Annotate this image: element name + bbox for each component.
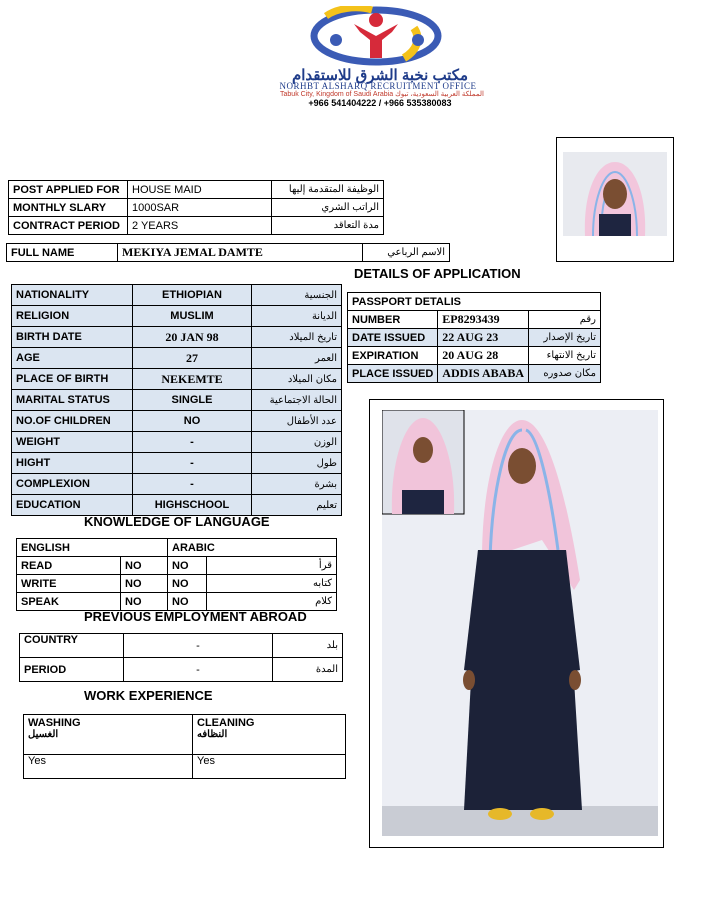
language-arabic: قرأ	[207, 557, 337, 575]
office-english-name: NORHBT ALSHARQ RECRUITMENT OFFICE	[279, 81, 477, 91]
application-summary-table	[8, 180, 384, 235]
language-skill: WRITE	[17, 575, 121, 593]
logo-icon	[296, 6, 456, 68]
table-row	[348, 365, 601, 383]
detail-value: -	[133, 432, 252, 453]
language-title: KNOWLEDGE OF LANGUAGE	[84, 514, 270, 529]
salary-label: MONTHLY SLARY	[9, 199, 128, 217]
table-row	[17, 557, 337, 575]
language-table	[16, 538, 337, 611]
washing-cell	[24, 715, 193, 755]
salary-arabic: الراتب الشري	[272, 199, 384, 217]
detail-label: COMPLEXION	[12, 474, 133, 495]
washing-arabic: الغسيل	[28, 729, 59, 740]
contract-label: CONTRACT PERIOD	[9, 217, 128, 235]
english-level: NO	[121, 575, 168, 593]
arabic-level: NO	[168, 557, 207, 575]
country-label: COUNTRY	[20, 634, 124, 658]
table-row	[17, 593, 337, 611]
table-row	[12, 348, 342, 369]
detail-label: AGE	[12, 348, 133, 369]
table-row	[17, 575, 337, 593]
detail-value: HIGHSCHOOL	[133, 495, 252, 516]
table-row	[12, 432, 342, 453]
passport-value: 22 AUG 23	[438, 329, 529, 347]
arabic-header: ARABIC	[168, 539, 337, 557]
passport-arabic: تاريخ الإصدار	[528, 329, 600, 347]
washing-value: Yes	[24, 755, 193, 779]
detail-label: NATIONALITY	[12, 285, 133, 306]
cleaning-cell	[193, 715, 346, 755]
detail-label: WEIGHT	[12, 432, 133, 453]
full-name-arabic: الاسم الرباعي	[363, 244, 450, 262]
language-skill: READ	[17, 557, 121, 575]
language-skill: SPEAK	[17, 593, 121, 611]
detail-arabic: عدد الأطفال	[252, 411, 342, 432]
table-row	[17, 539, 337, 557]
passport-arabic: تاريخ الانتهاء	[528, 347, 600, 365]
table-row	[9, 181, 384, 199]
country-value: -	[124, 634, 273, 658]
passport-label: NUMBER	[348, 311, 438, 329]
detail-value: SINGLE	[133, 390, 252, 411]
work-table	[23, 714, 346, 779]
table-row	[12, 369, 342, 390]
full-body-photo-frame	[369, 399, 664, 848]
work-title: WORK EXPERIENCE	[84, 688, 213, 703]
table-row	[20, 634, 343, 658]
passport-arabic: مكان صدوره	[528, 365, 600, 383]
office-address: Tabuk City, Kingdom of Saudi Arabia المملكة العربية السعودية، تبوك	[280, 91, 484, 98]
english-level: NO	[121, 557, 168, 575]
language-arabic: كتابه	[207, 575, 337, 593]
table-row	[24, 715, 346, 755]
detail-arabic: تعليم	[252, 495, 342, 516]
full-name-table	[6, 243, 450, 262]
cleaning-arabic: النظافه	[197, 729, 228, 740]
table-row	[12, 285, 342, 306]
passport-label: PLACE ISSUED	[348, 365, 438, 383]
detail-value: ETHIOPIAN	[133, 285, 252, 306]
passport-photo	[563, 152, 667, 236]
salary-value: 1000SAR	[128, 199, 272, 217]
office-phones: +966 541404222 / +966 535380083	[308, 98, 452, 108]
detail-label: PLACE OF BIRTH	[12, 369, 133, 390]
table-row	[12, 306, 342, 327]
table-row	[24, 755, 346, 779]
passport-label: DATE ISSUED	[348, 329, 438, 347]
passport-value: EP8293439	[438, 311, 529, 329]
details-table	[11, 284, 342, 516]
employment-table	[19, 633, 343, 682]
period-value: -	[124, 658, 273, 682]
detail-label: RELIGION	[12, 306, 133, 327]
table-row	[12, 411, 342, 432]
period-arabic: المدة	[273, 658, 343, 682]
detail-arabic: الوزن	[252, 432, 342, 453]
office-arabic-name: مكتب نخبة الشرق للاستقدام	[291, 67, 469, 84]
detail-value: NEKEMTE	[133, 369, 252, 390]
table-row	[12, 495, 342, 516]
detail-value: MUSLIM	[133, 306, 252, 327]
detail-label: HIGHT	[12, 453, 133, 474]
full-name-value: MEKIYA JEMAL DAMTE	[118, 244, 363, 262]
detail-label: NO.OF CHILDREN	[12, 411, 133, 432]
cleaning-label: CLEANING	[197, 717, 255, 729]
language-arabic: كلام	[207, 593, 337, 611]
table-row	[12, 453, 342, 474]
detail-arabic: طول	[252, 453, 342, 474]
detail-arabic: الديانة	[252, 306, 342, 327]
passport-title: PASSPORT DETALIS	[348, 293, 601, 311]
detail-value: 20 JAN 98	[133, 327, 252, 348]
table-row	[12, 474, 342, 495]
passport-value: 20 AUG 28	[438, 347, 529, 365]
passport-arabic: رقم	[528, 311, 600, 329]
employment-title: PREVIOUS EMPLOYMENT ABROAD	[84, 609, 307, 624]
table-row	[20, 658, 343, 682]
detail-value: -	[133, 474, 252, 495]
passport-value: ADDIS ABABA	[438, 365, 529, 383]
detail-arabic: الحالة الاجتماعية	[252, 390, 342, 411]
detail-label: EDUCATION	[12, 495, 133, 516]
arabic-level: NO	[168, 593, 207, 611]
passport-photo-frame	[556, 137, 674, 262]
detail-arabic: الجنسية	[252, 285, 342, 306]
contract-value: 2 YEARS	[128, 217, 272, 235]
table-row	[7, 244, 450, 262]
detail-arabic: تاريخ الميلاد	[252, 327, 342, 348]
table-row	[348, 329, 601, 347]
detail-arabic: بشرة	[252, 474, 342, 495]
english-header: ENGLISH	[17, 539, 168, 557]
post-label: POST APPLIED FOR	[9, 181, 128, 199]
table-row	[9, 199, 384, 217]
detail-label: MARITAL STATUS	[12, 390, 133, 411]
detail-label: BIRTH DATE	[12, 327, 133, 348]
cleaning-value: Yes	[193, 755, 346, 779]
english-level: NO	[121, 593, 168, 611]
detail-arabic: مكان الميلاد	[252, 369, 342, 390]
post-value: HOUSE MAID	[128, 181, 272, 199]
washing-label: WASHING	[28, 717, 81, 729]
contract-arabic: مدة التعاقد	[272, 217, 384, 235]
detail-value: -	[133, 453, 252, 474]
table-row	[12, 390, 342, 411]
table-row	[348, 293, 601, 311]
passport-label: EXPIRATION	[348, 347, 438, 365]
post-arabic: الوظيفة المتقدمة إليها	[272, 181, 384, 199]
table-row	[348, 311, 601, 329]
table-row	[12, 327, 342, 348]
passport-table	[347, 292, 601, 383]
detail-arabic: العمر	[252, 348, 342, 369]
detail-value: NO	[133, 411, 252, 432]
table-row	[348, 347, 601, 365]
detail-value: 27	[133, 348, 252, 369]
details-title: DETAILS OF APPLICATION	[354, 266, 521, 281]
country-arabic: بلد	[273, 634, 343, 658]
table-row	[9, 217, 384, 235]
full-body-photo	[382, 410, 658, 836]
arabic-level: NO	[168, 575, 207, 593]
period-label: PERIOD	[20, 658, 124, 682]
full-name-label: FULL NAME	[7, 244, 118, 262]
